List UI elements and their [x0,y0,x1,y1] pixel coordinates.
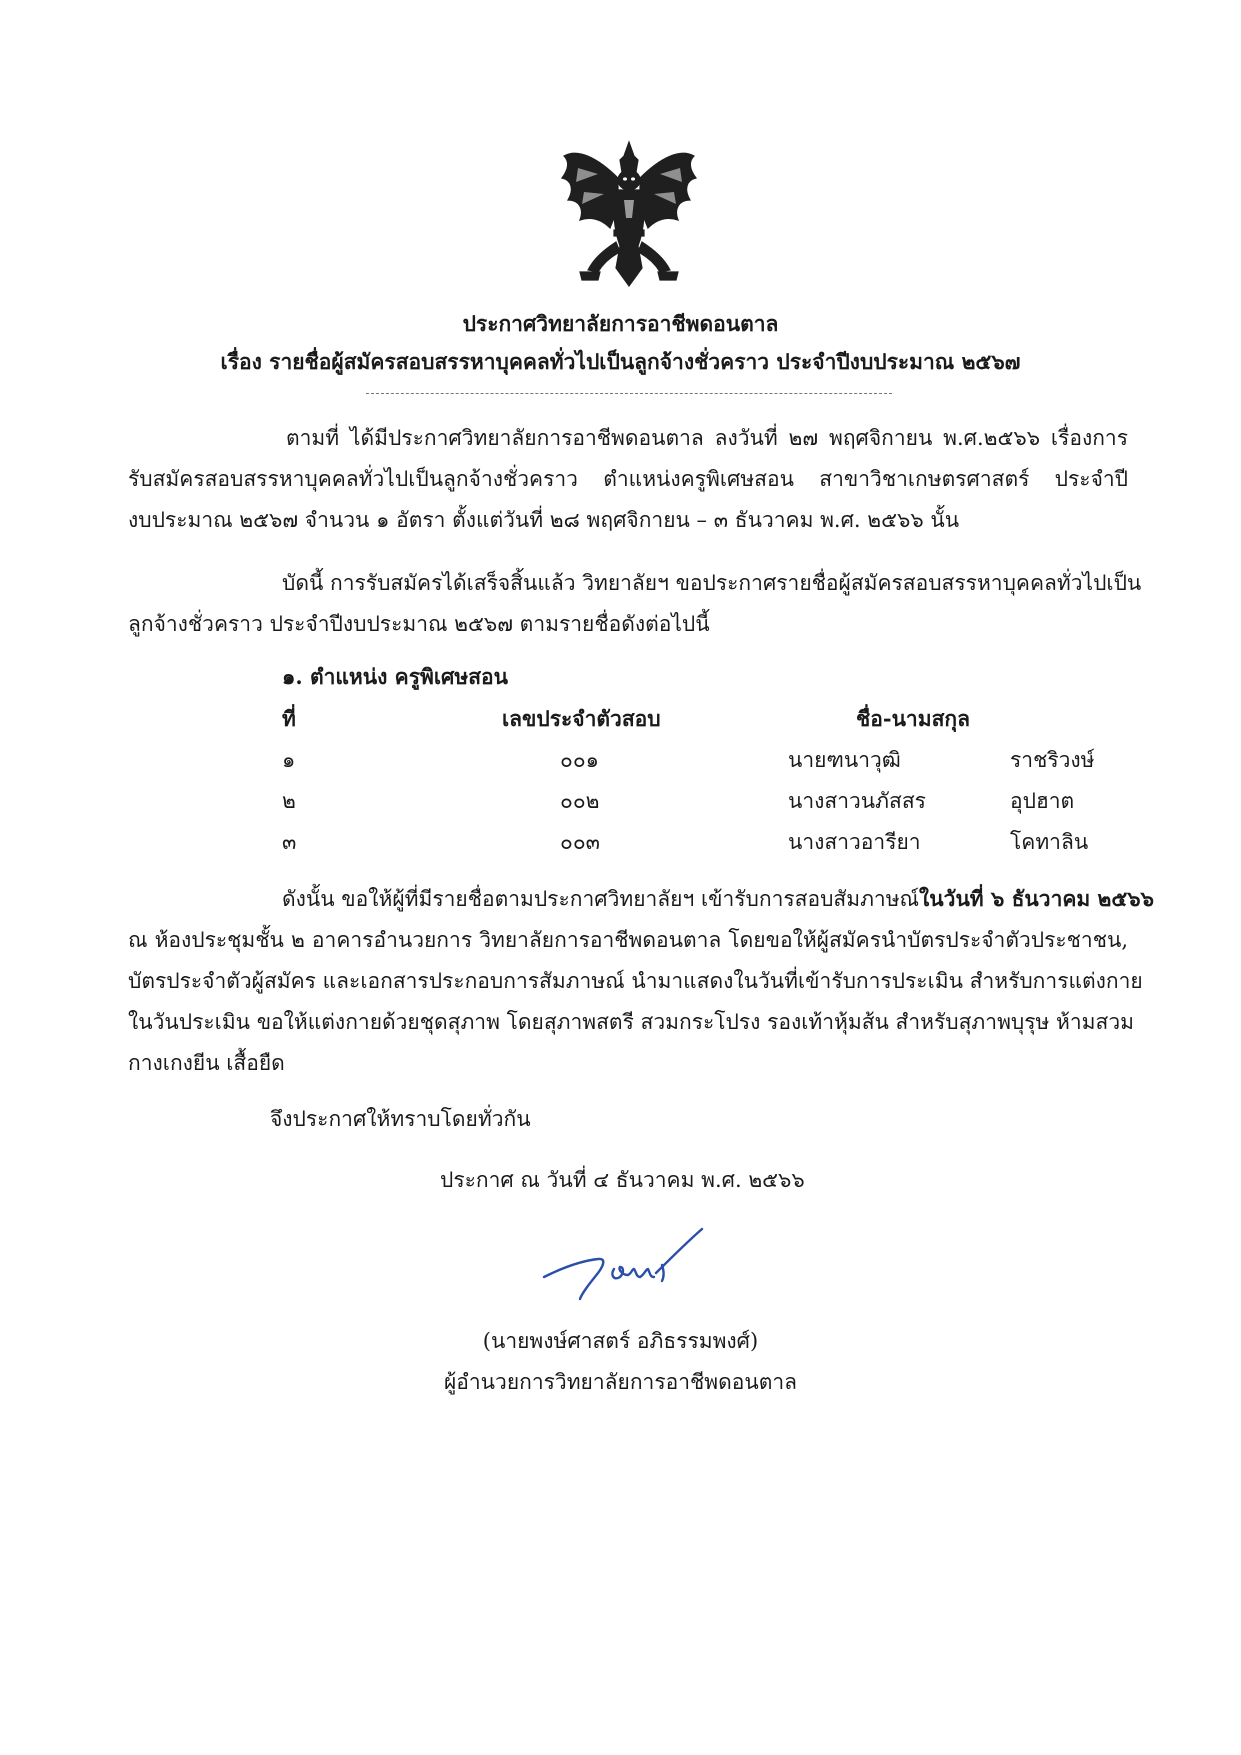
row-id: ๐๐๒ [560,789,600,813]
table-header-name: ชื่อ-นามสกุล [856,706,970,731]
divider [366,393,892,394]
para2-line1: บัดนี้ การรับสมัครได้เสร็จสิ้นแล้ว วิทยาลัยฯ ขอประกาศรายชื่อผู้สมัครสอบสรรหาบุคคลทั่วไปเป็น [282,571,1142,595]
position-heading: ๑. ตำแหน่ง ครูพิเศษสอน [282,664,508,689]
para2-line2: ลูกจ้างชั่วคราว ประจำปีงบประมาณ ๒๕๖๗ ตามรายชื่อดังต่อไปนี้ [128,612,710,636]
row-last-name: อุปฮาต [1010,789,1075,813]
row-id: ๐๐๑ [560,748,599,772]
para1-line3: งบประมาณ ๒๕๖๗ จำนวน ๑ อัตรา ตั้งแต่วันที่ ๒๘ พฤศจิกายน – ๓ ธันวาคม พ.ศ. ๒๕๖๖ นั้น [128,508,960,532]
row-id: ๐๐๓ [560,830,600,854]
para3-line3: บัตรประจำตัวผู้สมัคร และเอกสารประกอบการสัมภาษณ์ นำมาแสดงในวันที่เข้ารับการประเมิน สำหรับการแต่งกาย [128,969,1143,993]
signer-name: (นายพงษ์ศาสตร์ อภิธรรมพงศ์) [482,1329,759,1353]
row-first-name: นางสาวอารียา [788,830,921,854]
para3-line4: ในวันประเมิน ขอให้แต่งกายด้วยชุดสุภาพ โดยสุภาพสตรี สวมกระโปรง รองเท้าหุ้มส้น สำหรับสุภาพบุรุษ ห้ามสวม [128,1010,1134,1034]
interview-date: ในวันที่ ๖ ธันวาคม ๒๕๖๖ [919,886,1154,911]
announcement-subject: เรื่อง รายชื่อผู้สมัครสอบสรรหาบุคคลทั่วไปเป็นลูกจ้างชั่วคราว ประจำปีงบประมาณ ๒๕๖๗ [220,349,1021,374]
row-first-name: นางสาวนภัสสร [788,789,926,813]
para1-line2: รับสมัครสอบสรรหาบุคคลทั่วไปเป็นลูกจ้างชั่วคราว ตำแหน่งครูพิเศษสอน สาขาวิชาเกษตรศาสตร์ ประจำปี [128,467,1128,491]
announcement-date: ประกาศ ณ วันที่ ๔ ธันวาคม พ.ศ. ๒๕๖๖ [440,1168,805,1192]
para1-line1: ตามที่ ได้มีประกาศวิทยาลัยการอาชีพดอนตาล ลงวันที่ ๒๗ พฤศจิกายน พ.ศ.๒๕๖๖ เรื่องการ [286,426,1128,450]
row-first-name: นายฑนาวุฒิ [788,748,901,772]
row-last-name: ราชริวงษ์ [1010,748,1095,772]
announcement-title: ประกาศวิทยาลัยการอาชีพดอนตาล [462,311,779,336]
para3-line1 [282,885,1154,913]
table-header-id: เลขประจำตัวสอบ [502,706,661,731]
signer-title: ผู้อำนวยการวิทยาลัยการอาชีพดอนตาล [443,1370,798,1394]
para3-line5: กางเกงยีน เสื้อยืด [128,1051,285,1075]
closing-text: จึงประกาศให้ทราบโดยทั่วกัน [270,1107,531,1131]
row-no: ๓ [282,830,297,854]
para3-line1-text: ดังนั้น ขอให้ผู้ที่มีรายชื่อตามประกาศวิทยาลัยฯ เข้ารับการสอบสัมภาษณ์ [282,887,920,911]
row-last-name: โคทาลิน [1010,830,1089,854]
row-no: ๑ [282,748,296,772]
row-no: ๒ [282,789,296,813]
para3-line2: ณ ห้องประชุมชั้น ๒ อาคารอำนวยการ วิทยาลัยการอาชีพดอนตาล โดยขอให้ผู้สมัครนำบัตรประจำตัวประชาชน, [128,928,1128,952]
table-header-no: ที่ [282,706,296,731]
garuda-emblem-icon [558,138,700,290]
handwritten-signature [540,1225,720,1305]
